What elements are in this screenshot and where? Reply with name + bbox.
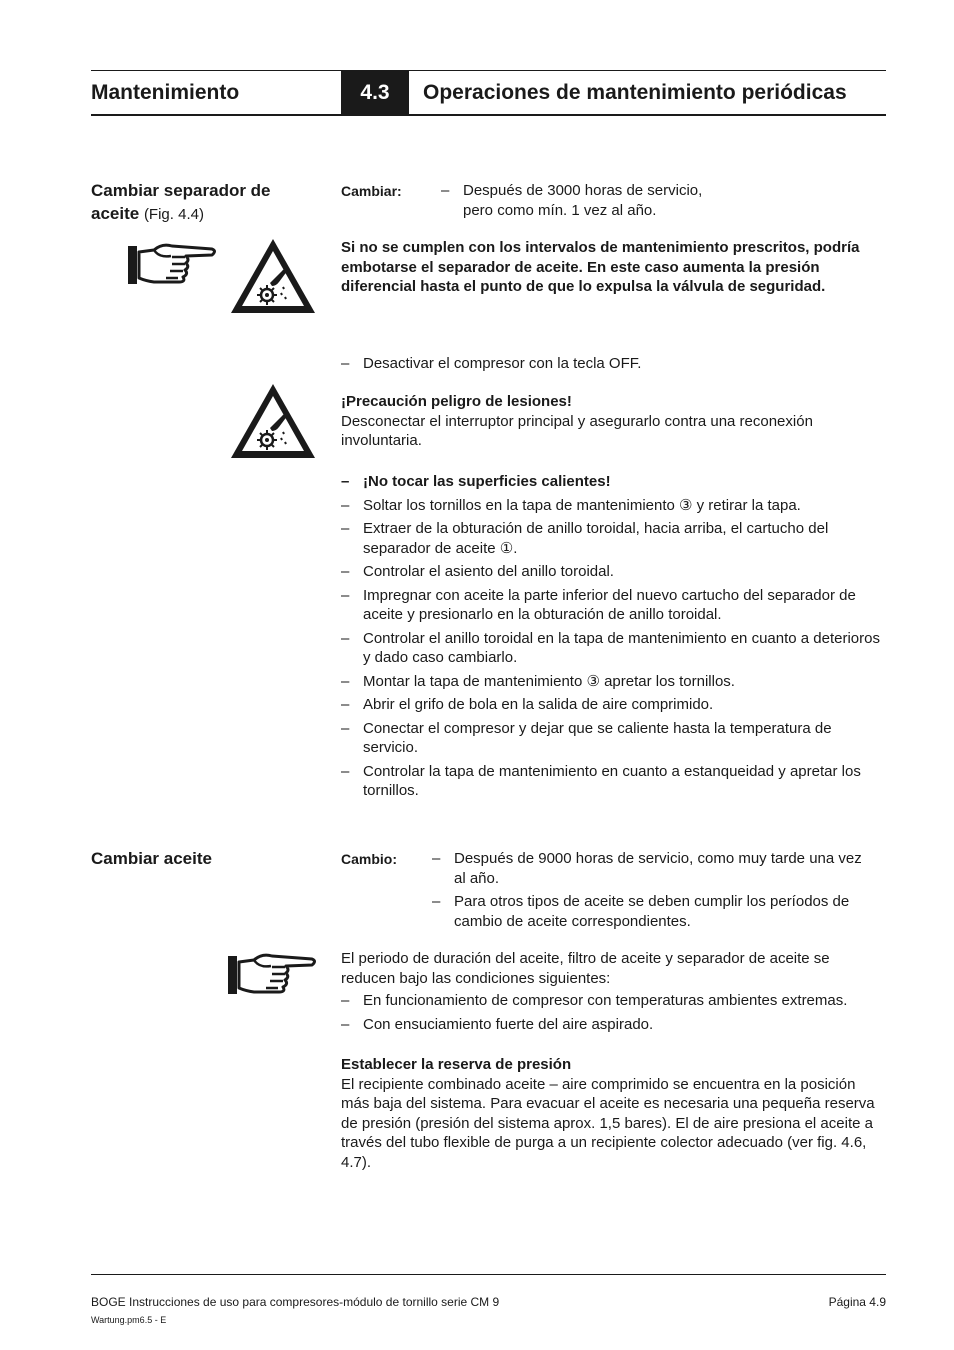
header-top-rule bbox=[91, 70, 886, 71]
pressure-reserve-block bbox=[341, 1055, 886, 1172]
list-item: – En funcionamiento de compresor con temperaturas ambientes extremas. bbox=[341, 991, 886, 1011]
list-item: – Para otros tipos de aceite se deben cumplir los períodos de cambio de aceite correspondientes. bbox=[432, 892, 872, 931]
footer-document-title: BOGE Instrucciones de uso para compresores-módulo de tornillo serie CM 9 bbox=[91, 1295, 500, 1309]
footer-rule bbox=[91, 1274, 886, 1275]
footer-file-name: Wartung.pm6.5 - E bbox=[91, 1315, 167, 1325]
header-bottom-rule bbox=[91, 114, 886, 116]
section-number-badge: 4.3 bbox=[341, 71, 409, 115]
conditions-list bbox=[341, 991, 886, 1034]
list-item: – ¡No tocar las superficies calientes! bbox=[341, 472, 886, 492]
section-title: Operaciones de mantenimiento periódicas bbox=[423, 81, 847, 104]
list-item: – Impregnar con aceite la parte inferior del nuevo cartucho del separador de aceite y presionarlo en la obturación de anillo toroidal. bbox=[341, 586, 886, 625]
list-item: – Soltar los tornillos en la tapa de mantenimiento ③ y retirar la tapa. bbox=[341, 496, 886, 516]
list-item: – Controlar la tapa de mantenimiento en cuanto a estanqueidad y apretar los tornillos. bbox=[341, 762, 886, 801]
page-number: Página 4.9 bbox=[828, 1295, 886, 1309]
list-item: – Desactivar el compresor con la tecla OFF. bbox=[341, 354, 886, 374]
interval-label: Cambiar: bbox=[341, 183, 402, 199]
separator-steps-list bbox=[341, 472, 886, 805]
interval-text: Después de 3000 horas de servicio, pero como mín. 1 vez al año. bbox=[463, 182, 703, 219]
pressure-title: Establecer la reserva de presión bbox=[341, 1056, 572, 1073]
oil-change-heading: Cambiar aceite bbox=[91, 849, 212, 868]
chapter-title: Mantenimiento bbox=[91, 81, 240, 104]
oil-interval-list bbox=[432, 849, 872, 935]
list-item: – Conectar el compresor y dejar que se caliente hasta la temperatura de servicio. bbox=[341, 719, 886, 758]
note-intro: El periodo de duración del aceite, filtro de aceite y separador de aceite se reducen bajo las condiciones siguientes: bbox=[341, 950, 830, 987]
figure-reference: (Fig. 4.4) bbox=[143, 206, 204, 223]
oil-life-note bbox=[341, 949, 886, 1038]
interval-label: Cambio: bbox=[341, 851, 397, 867]
step-off-list bbox=[341, 354, 886, 378]
hand-injury-warning-icon bbox=[229, 382, 317, 460]
list-item: – Después de 9000 horas de servicio, como muy tarde una vez al año. bbox=[432, 849, 872, 888]
list-item: – Abrir el grifo de bola en la salida de aire comprimido. bbox=[341, 695, 886, 715]
pressure-text: El recipiente combinado aceite – aire comprimido se encuentra en la posición más baja del sistema. Para evacuar el aceite es necesaria una pequeña reserva de presión (presión del sistema aprox. 1,5 bares). El de aire presiona el aceite a través del tubo flexible de purga a un recipiente colector adecuado (ver fig. 4.6, 4.7). bbox=[341, 1075, 875, 1171]
oil-separator-heading: Cambiar separador de aceite (Fig. 4.4) bbox=[91, 181, 271, 223]
hand-injury-warning-icon bbox=[229, 237, 317, 315]
interval-dash: – bbox=[441, 182, 450, 199]
list-item: – Controlar el asiento del anillo toroidal. bbox=[341, 562, 886, 582]
caution-text: Desconectar el interruptor principal y asegurarlo contra una reconexión involuntaria. bbox=[341, 412, 813, 449]
list-item: – Extraer de la obturación de anillo toroidal, hacia arriba, el cartucho del separador de aceite ①. bbox=[341, 519, 886, 558]
list-item: – Con ensuciamiento fuerte del aire aspirado. bbox=[341, 1015, 886, 1035]
pointing-hand-icon bbox=[226, 950, 318, 998]
list-item: – Controlar el anillo toroidal en la tapa de mantenimiento en cuanto a deterioros y dado caso cambiarlo. bbox=[341, 629, 886, 668]
list-item: – Montar la tapa de mantenimiento ③ apretar los tornillos. bbox=[341, 672, 886, 692]
maintenance-warning: Si no se cumplen con los intervalos de mantenimiento prescritos, podría embotarse el separador de aceite. En este caso aumenta la presión diferencial hasta el punto de que lo expulsa la válvula de seguridad. bbox=[341, 239, 860, 295]
caution-title: ¡Precaución peligro de lesiones! bbox=[341, 393, 572, 410]
caution-block bbox=[341, 392, 886, 451]
pointing-hand-icon bbox=[126, 240, 218, 288]
